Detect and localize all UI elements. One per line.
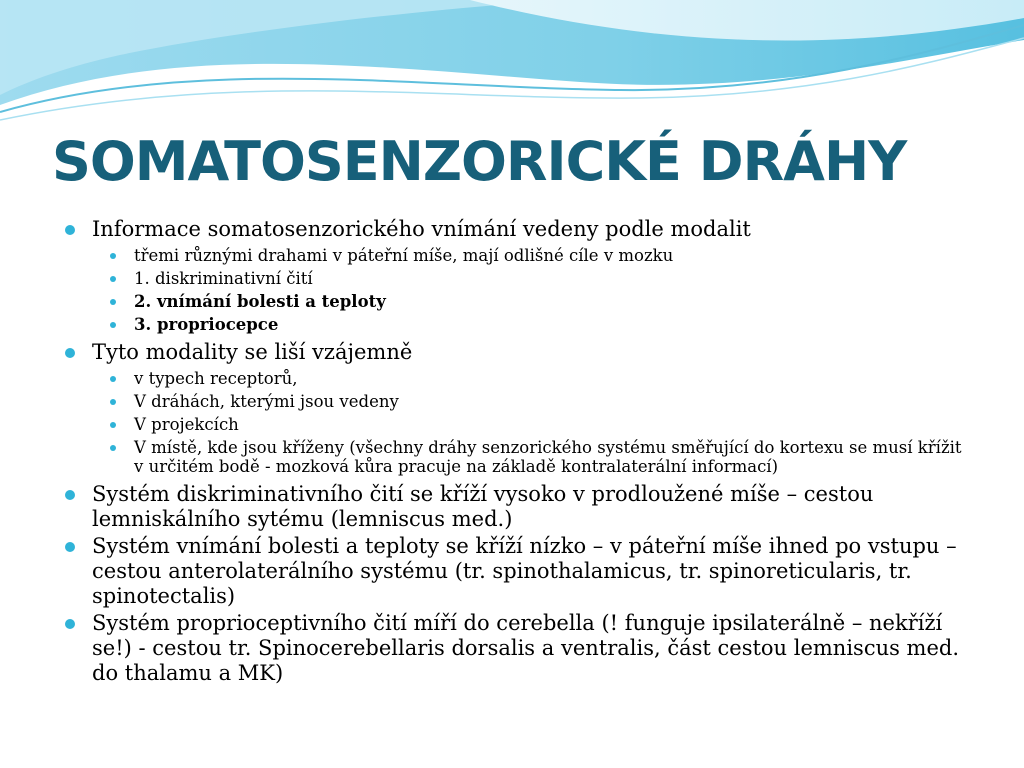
sub-list-item-text: 1. diskriminativní čití: [134, 269, 313, 288]
slide-title: SOMATOSENZORICKÉ DRÁHY: [52, 130, 907, 193]
bullet-icon: [110, 322, 116, 328]
list-item: [62, 534, 962, 609]
sub-list-item: [62, 438, 962, 476]
sub-list-item-text: V místě, kde jsou kříženy (všechny dráhy senzorického systému směřující do kortexu se musí křížit v určitém bodě - mozková kůra pracuje na základě kontralaterální informací): [134, 438, 962, 476]
bullet-icon: [110, 276, 116, 282]
bullet-icon: [110, 422, 116, 428]
list-item-text: Informace somatosenzorického vnímání vedeny podle modalit: [92, 217, 751, 241]
sub-list-item: [62, 415, 962, 434]
sub-list-item: [62, 392, 962, 411]
sub-list-item-text: třemi různými drahami v páteřní míše, mají odlišné cíle v mozku: [134, 246, 674, 265]
list-item-text: Systém proprioceptivního čití míří do cerebella (! funguje ipsilaterálně – nekříží se!) - cestou tr. Spinocerebellaris dorsalis a ventralis, část cestou lemniscus med. do thalamu a MK): [92, 611, 960, 685]
decorative-wave-header: [0, 0, 1024, 130]
sub-list-item-text: v typech receptorů,: [134, 369, 298, 388]
bullet-icon: [110, 399, 116, 405]
list-item-text: Tyto modality se liší vzájemně: [92, 340, 413, 364]
sub-list-item: [62, 369, 962, 388]
sub-list-item: [62, 246, 962, 265]
sub-list-item-text: V dráhách, kterými jsou vedeny: [134, 392, 399, 411]
bullet-icon: [65, 225, 75, 235]
bullet-icon: [110, 299, 116, 305]
list-item-text: Systém vnímání bolesti a teploty se kříží nízko – v páteřní míše ihned po vstupu – cestou anterolaterálního systému (tr. spinothalamicus, tr. spinoreticularis, tr. spinotectalis): [92, 534, 957, 608]
bullet-list: [62, 217, 962, 688]
sub-list-item: [62, 292, 962, 311]
bullet-icon: [65, 348, 75, 358]
bullet-icon: [65, 619, 75, 629]
sub-list-item-text: 3. propriocepce: [134, 315, 279, 334]
list-item: [62, 340, 962, 365]
list-item: [62, 611, 962, 686]
sub-list-item-text: 2. vnímání bolesti a teploty: [134, 292, 386, 311]
list-item-text: Systém diskriminativního čití se kříží vysoko v prodloužené míše – cestou lemniskálního sytému (lemniscus med.): [92, 482, 874, 531]
sub-list-item-text: V projekcích: [134, 415, 239, 434]
list-item: [62, 482, 962, 532]
sub-list-item: [62, 269, 962, 288]
bullet-icon: [65, 490, 75, 500]
bullet-icon: [65, 542, 75, 552]
list-item: [62, 217, 962, 242]
bullet-icon: [110, 445, 116, 451]
sub-list-item: [62, 315, 962, 334]
bullet-icon: [110, 253, 116, 259]
bullet-icon: [110, 376, 116, 382]
